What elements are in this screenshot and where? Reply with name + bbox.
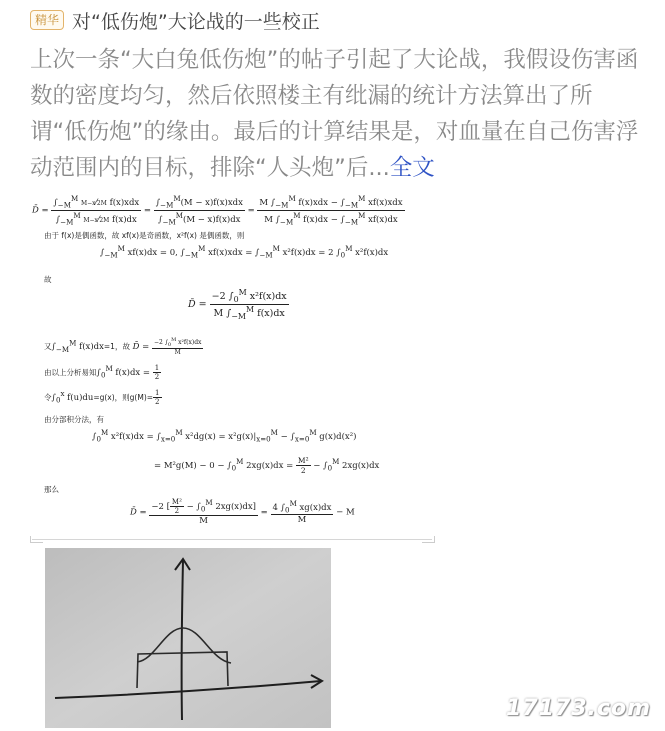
post-summary-text: 上次一条“大白兔低伤炮”的帖子引起了大论战，我假设伤害函数的密度均匀，然后依照楼主有纰漏的统计方法算出了所谓“低伤炮”的缘由。最后的计算结果是，对血量在自己伤害浮动范围内的目标，排除“人头炮”后...: [30, 47, 639, 181]
equation-define-g: 令$\int_0^x$ f(u)du=g(x)，则g(M)= $\frac{1}{2}$: [44, 389, 160, 406]
equation-dbar-final: D̄ = −2 [ $\frac{\text{M²}}{2}$ − $\int_0^M$ 2xg(x)dx] M = $\frac{4 \int_0^M xg(x)dx}{M}$ − M: [130, 498, 355, 526]
paper-background: [45, 548, 331, 728]
let-mid: =g(x)，则g(M)=: [93, 393, 154, 402]
equation-normalization: 又$\int_{-M}^M$ f(x)dx=1，故 D̄ = $\frac{-2 \int_0^M x^2f(x)dx}{M}$: [44, 337, 202, 357]
then-label: 那么: [44, 485, 59, 494]
integration-by-parts-note: 由分部积分法，有: [44, 415, 104, 424]
document-corner-right: [422, 536, 435, 543]
post-summary: [30, 42, 640, 186]
equation-half-integral: 由以上分析易知$\int_0^M$ f(x)dx = $\frac{1}{2}$: [44, 364, 160, 381]
equation-integrals-symmetry: $\int_{-M}^M$ xf(x)dx = 0, $\int_{-M}^M$ $xf(x)xdx = \int_{-M}^M$ x²f(x)dx = 2 $\int_0^M$ x²f(x)dx: [100, 244, 389, 260]
math-derivation-image: [30, 192, 440, 544]
equation-parts-step1: $\int_0^M$ $x^2f(x)dx = \int_{x=0}^M$ $x^2dg(x) = x^2g(x)|_{x=0}^M - \int_{x=0}^M$ g(x)d(x²): [92, 428, 357, 444]
post-title[interactable]: 对“低伤炮”大论战的一些校正: [72, 10, 320, 33]
post-title-row[interactable]: [30, 6, 320, 34]
also-label: 又: [44, 342, 52, 352]
read-more-link[interactable]: 全文: [389, 155, 435, 181]
equation-dbar-reduced: D̄ = $\frac{-2 \int_0^M x^2f(x)dx}{M \int_{-M}^M f(x)dx}$: [188, 288, 287, 322]
even-function-note: 由于 f(x)是偶函数，故 xf(x)是奇函数，x²f(x) 是偶函数，则: [44, 231, 245, 240]
document-bottom-rule: [32, 539, 432, 540]
let-label: 令: [44, 393, 52, 402]
site-watermark: 17173.com: [506, 696, 651, 721]
also-tail: =1，故: [103, 342, 130, 352]
therefore-label: 故: [44, 275, 52, 284]
hand-sketch-drawing: [45, 548, 331, 728]
equation-dbar-definition: D̄ = $\frac{\int_{-M}^M M-x⁄2M f(x)xdx}{\int_{-M}^M M-x⁄2M f(x)dx}$ = $\frac{\int_{-M}^M(M - x)f(x)xdx}{\int_{-M}^M(M - x)f(x)dx}$ = $\frac{M \int_{-M}^M f(x)xdx - \int_{-M}^M xf(x)xdx}{M \int_{-M}^M f(x)dx - \int_{-M}^M xf(x)dx}$: [32, 194, 403, 227]
hand-sketch-photo[interactable]: [45, 548, 331, 728]
document-corner-left: [30, 536, 43, 543]
analysis-label: 由以上分析易知: [44, 368, 97, 377]
featured-badge: 精华: [30, 10, 64, 30]
equation-parts-step2: = $M^2g(M) - 0 - \int_0^M$ 2xg(x)dx = $\frac{\text{M²}}{2}$ − $\int_0^M$ 2xg(x)dx: [154, 456, 380, 475]
